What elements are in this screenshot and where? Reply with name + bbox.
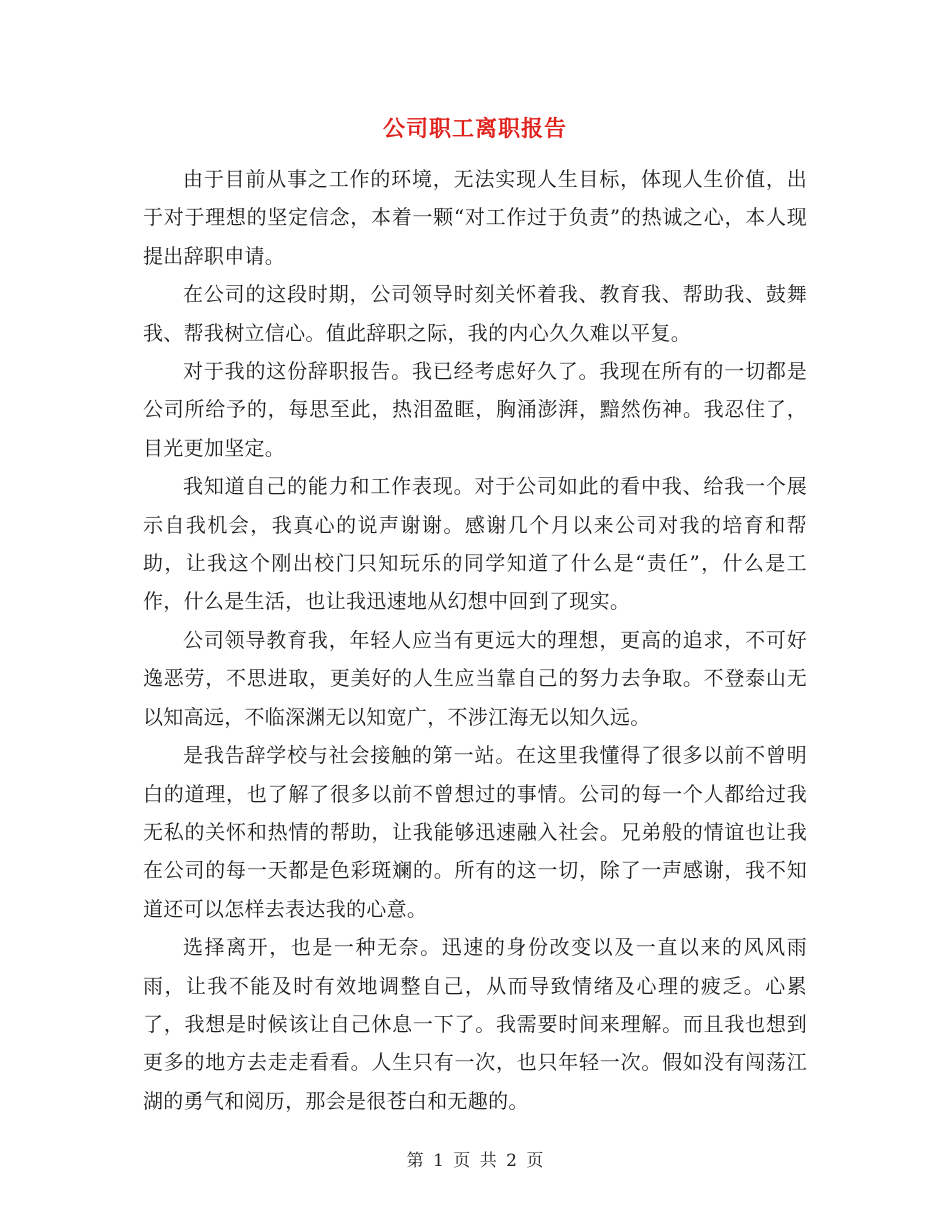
paragraph-5: 公司领导教育我，年轻人应当有更远大的理想，更高的追求，不可好逸恶劳，不思进取，更美好的人生应当靠自己的努力去争取。不登泰山无以知高远，不临深渊无以知宽广，不涉江海无以知久远。 bbox=[143, 627, 807, 729]
paragraph-1: 由于目前从事之工作的环境，无法实现人生目标，体现人生价值，出于对于理想的坚定信念，本着一颗“对工作过于负责”的热诚之心，本人现提出辞职申请。 bbox=[143, 167, 807, 268]
page-footer: 第 1 页 共 2 页 bbox=[406, 1151, 544, 1171]
paragraph-2: 在公司的这段时期，公司领导时刻关怀着我、教育我、帮助我、鼓舞我、帮我树立信心。值此辞职之际，我的内心久久难以平复。 bbox=[143, 282, 807, 345]
paragraph-7: 选择离开，也是一种无奈。迅速的身份改变以及一直以来的风风雨雨，让我不能及时有效地调整自己，从而导致情绪及心理的疲乏。心累了，我想是时候该让自己休息一下了。我需要时间来理解。而且我也想到更多的地方去走走看看。人生只有一次，也只年轻一次。假如没有闯荡江湖的勇气和阅历，那会是很苍白和无趣的。 bbox=[143, 935, 807, 1113]
paragraph-3: 对于我的这份辞职报告。我已经考虑好久了。我现在所有的一切都是公司所给予的，每思至此，热泪盈眶，胸涌澎湃，黯然伤神。我忍住了，目光更加坚定。 bbox=[143, 359, 807, 460]
paragraph-6: 是我告辞学校与社会接触的第一站。在这里我懂得了很多以前不曾明白的道理，也了解了很多以前不曾想过的事情。公司的每一个人都给过我无私的关怀和热情的帮助，让我能够迅速融入社会。兄弟般的情谊也让我在公司的每一天都是色彩斑斓的。所有的这一切，除了一声感谢，我不知道还可以怎样去表达我的心意。 bbox=[143, 743, 807, 921]
document-body bbox=[143, 160, 807, 1120]
document-title: 公司职工离职报告 bbox=[382, 116, 567, 142]
paragraph-4: 我知道自己的能力和工作表现。对于公司如此的看中我、给我一个展示自我机会，我真心的说声谢谢。感谢几个月以来公司对我的培育和帮助，让我这个刚出校门只知玩乐的同学知道了什么是“责任”，什么是工作，什么是生活，也让我迅速地从幻想中回到了现实。 bbox=[143, 474, 807, 614]
